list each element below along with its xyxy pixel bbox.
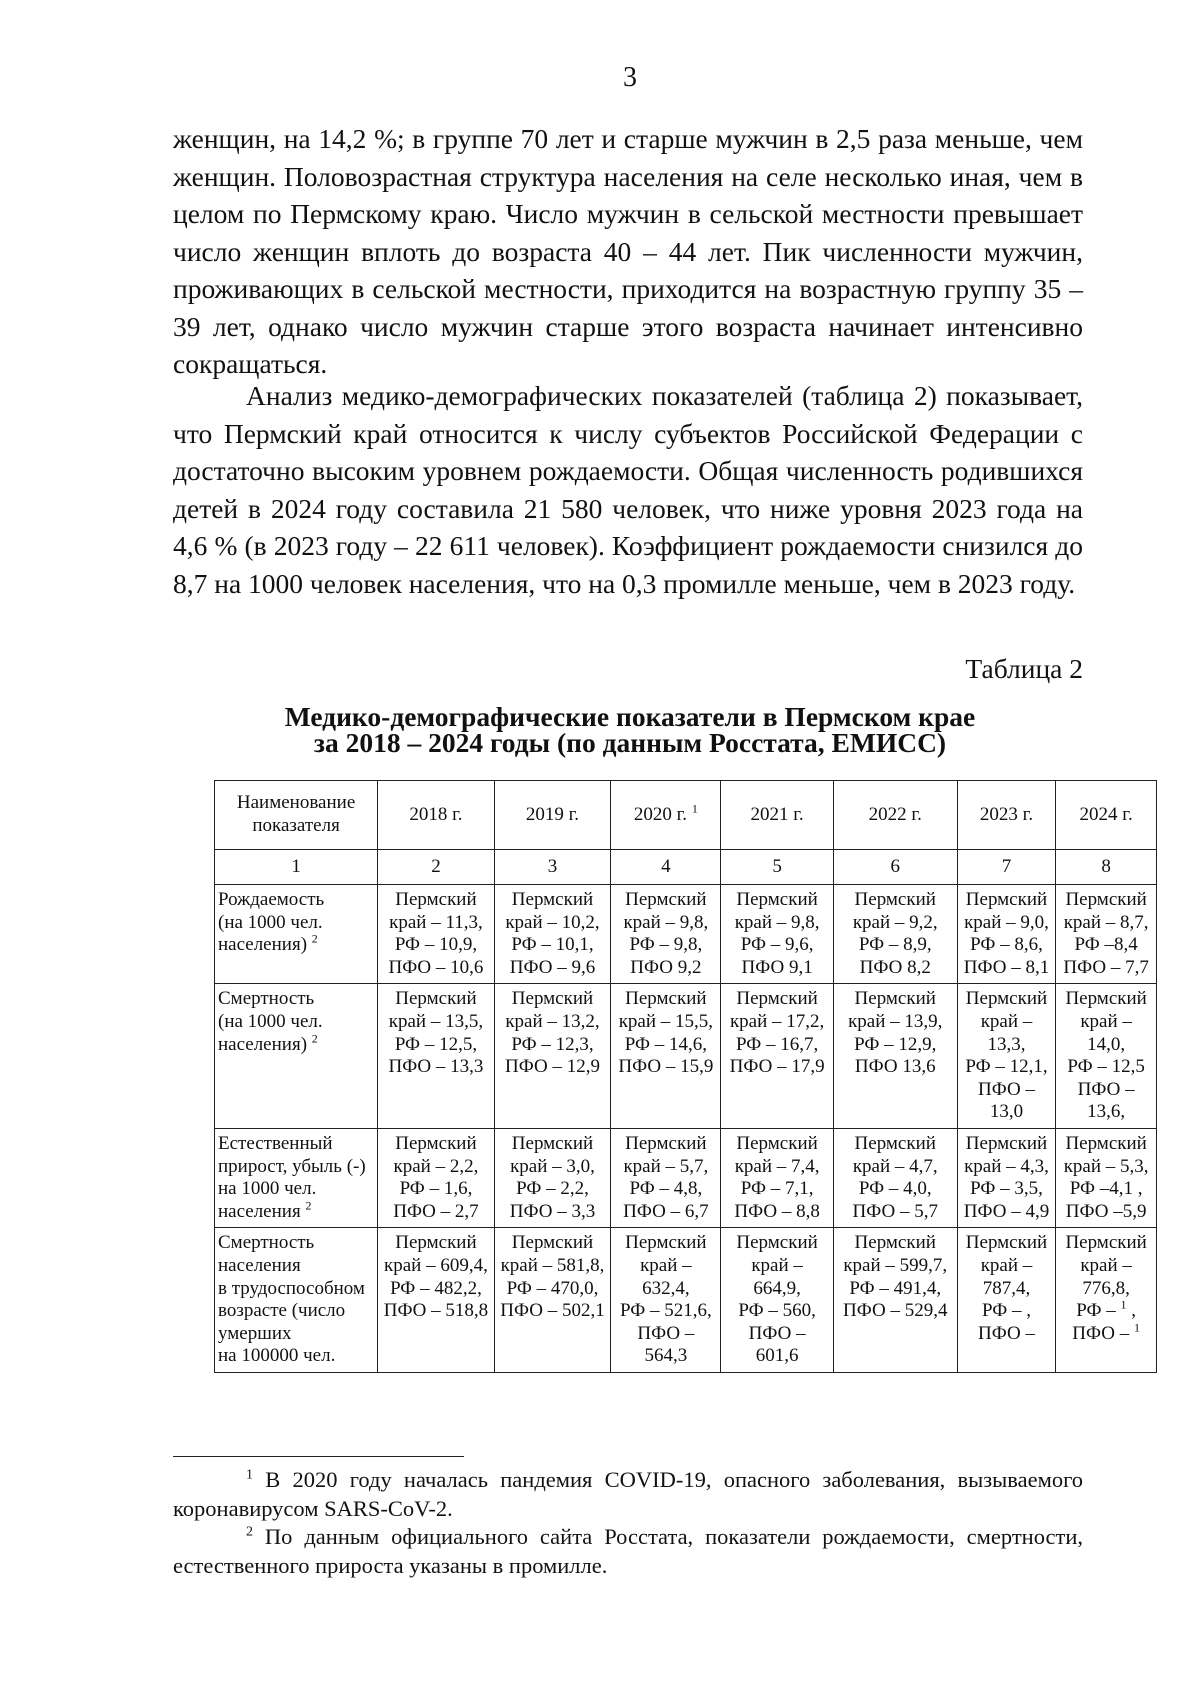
- footnotes: [173, 1466, 1083, 1580]
- column-number: 4: [611, 850, 721, 885]
- value-cell: Пермский край – 9,2, РФ – 8,9, ПФО 8,2: [833, 885, 957, 984]
- page-number: 3: [623, 62, 637, 93]
- footnote-text: По данным официального сайта Росстата, показатели рождаемости, смертности, естественного прироста указаны в промилле.: [173, 1524, 1083, 1578]
- value-cell: Пермский край – 599,7, РФ – 491,4, ПФО – 529,4: [833, 1228, 957, 1373]
- column-number: 1: [215, 850, 378, 885]
- value-cell: Пермский край – 9,8, РФ – 9,6, ПФО 9,1: [721, 885, 833, 984]
- column-number: 7: [957, 850, 1056, 885]
- value-cell: Пермский край – 609,4, РФ – 482,2, ПФО – 518,8: [378, 1228, 495, 1373]
- table-title: [180, 701, 1080, 758]
- footnote-divider: [173, 1456, 464, 1457]
- footnote-mark: 1: [691, 801, 698, 816]
- indicator-cell: Смертность (на 1000 чел. населения) $^2$: [215, 984, 378, 1129]
- value-cell: Пермский край – 787,4, РФ – , ПФО –: [957, 1228, 1056, 1373]
- value-cell: Пермский край – 632,4, РФ – 521,6, ПФО – 564,3: [611, 1228, 721, 1373]
- value-cell: Пермский край – 4,7, РФ – 4,0, ПФО – 5,7: [833, 1128, 957, 1227]
- indicator-cell: Естественный прирост, убыль (-) на 1000 чел. населения $^2$: [215, 1128, 378, 1227]
- value-cell: Пермский край – 581,8, РФ – 470,0, ПФО – 502,1: [494, 1228, 611, 1373]
- value-cell: Пермский край – 7,4, РФ – 7,1, ПФО – 8,8: [721, 1128, 833, 1227]
- value-cell: Пермский край – 13,9, РФ – 12,9, ПФО 13,6: [833, 984, 957, 1129]
- column-number: 5: [721, 850, 833, 885]
- table-caption: Таблица 2: [965, 653, 1083, 684]
- table-title-line: за 2018 – 2024 годы (по данным Росстата, ЕМИСС): [313, 727, 947, 758]
- footnote-text: В 2020 году началась пандемия COVID-19, опасного заболевания, вызываемого коронавирусом SARS-CoV-2.: [173, 1467, 1083, 1521]
- value-cell: Пермский край – 13,5, РФ – 12,5, ПФО – 13,3: [378, 984, 495, 1129]
- value-cell: Пермский край – 9,8, РФ – 9,8, ПФО 9,2: [611, 885, 721, 984]
- header-year: 2023 г.: [957, 781, 1056, 850]
- table-row: [215, 1228, 1157, 1373]
- indicator-cell: Смертность населения в трудоспособном возрасте (число умерших на 100000 чел.: [215, 1228, 378, 1373]
- value-cell: Пермский край – 8,7, РФ –8,4 ПФО – 7,7: [1056, 885, 1157, 984]
- value-cell: Пермский край – 15,5, РФ – 14,6, ПФО – 15,9: [611, 984, 721, 1129]
- table-row: [215, 984, 1157, 1129]
- footnote: [173, 1466, 1083, 1523]
- table-row: [215, 885, 1157, 984]
- value-cell: Пермский край – 14,0, РФ – 12,5 ПФО – 13,6,: [1056, 984, 1157, 1129]
- header-year: 2018 г.: [378, 781, 495, 850]
- table-title-line: Медико-демографические показатели в Пермском крае: [284, 701, 976, 732]
- value-cell: Пермский край – 11,3, РФ – 10,9, ПФО – 10,6: [378, 885, 495, 984]
- value-cell: Пермский край – 13,2, РФ – 12,3, ПФО – 12,9: [494, 984, 611, 1129]
- header-year: 2021 г.: [721, 781, 833, 850]
- header-year: 2024 г.: [1056, 781, 1157, 850]
- footnote-mark: 1: [1133, 1320, 1140, 1335]
- value-cell: Пермский край – 2,2, РФ – 1,6, ПФО – 2,7: [378, 1128, 495, 1227]
- footnote-mark: 1: [246, 1467, 253, 1483]
- header-year: 2022 г.: [833, 781, 957, 850]
- footnote: [173, 1523, 1083, 1580]
- indicator-cell: Рождаемость (на 1000 чел. населения) $^2$: [215, 885, 378, 984]
- value-cell: Пермский край – 10,2, РФ – 10,1, ПФО – 9,6: [494, 885, 611, 984]
- footnote-mark: 2: [311, 931, 318, 946]
- demographic-table: [214, 780, 1157, 1373]
- paragraph: женщин, на 14,2 %; в группе 70 лет и старше мужчин в 2,5 раза меньше, чем женщин. Половозрастная структура населения на селе несколько иная, чем в целом по Пермскому краю. Число мужчин в сельской местности превышает число женщин вплоть до возраста 40 – 44 лет. Пик численности мужчин, проживающих в сельской местности, приходится на возрастную группу 35 – 39 лет, однако число мужчин старше этого возраста начинает интенсивно сокращаться.: [173, 123, 1083, 379]
- value-cell: Пермский край – 5,7, РФ – 4,8, ПФО – 6,7: [611, 1128, 721, 1227]
- header-year: 2019 г.: [494, 781, 611, 850]
- table-header-row: [215, 781, 1157, 850]
- table-row: [215, 1128, 1157, 1227]
- header-year: 2020 г. $^1$: [611, 781, 721, 850]
- value-cell: Пермский край – 13,3, РФ – 12,1, ПФО – 13,0: [957, 984, 1056, 1129]
- value-cell: Пермский край – 9,0, РФ – 8,6, ПФО – 8,1: [957, 885, 1056, 984]
- value-cell: Пермский край – 17,2, РФ – 16,7, ПФО – 17,9: [721, 984, 833, 1129]
- value-cell: Пермский край – 3,0, РФ – 2,2, ПФО – 3,3: [494, 1128, 611, 1227]
- column-number-row: [215, 850, 1157, 885]
- value-cell: Пермский край – 5,3, РФ –4,1 , ПФО –5,9: [1056, 1128, 1157, 1227]
- column-number: 6: [833, 850, 957, 885]
- footnote-mark: 2: [246, 1524, 253, 1540]
- value-cell: Пермский край – 4,3, РФ – 3,5, ПФО – 4,9: [957, 1128, 1056, 1227]
- paragraph: Анализ медико-демографических показателей (таблица 2) показывает, что Пермский край относится к числу субъектов Российской Федерации с достаточно высоким уровнем рождаемости. Общая численность родившихся детей в 2024 году составила 21 580 человек, что ниже уровня 2023 года на 4,6 % (в 2023 году – 22 611 человек). Коэффициент рождаемости снизился до 8,7 на 1000 человек населения, что на 0,3 промилле меньше, чем в 2023 году.: [173, 380, 1083, 599]
- column-number: 2: [378, 850, 495, 885]
- footnote-mark: 1: [1120, 1297, 1127, 1312]
- column-number: 8: [1056, 850, 1157, 885]
- column-number: 3: [494, 850, 611, 885]
- footnote-mark: 2: [305, 1198, 312, 1213]
- value-cell: Пермский край – 776,8, РФ – $^1$ , ПФО – $^1$: [1056, 1228, 1157, 1373]
- value-cell: Пермский край – 664,9, РФ – 560, ПФО – 601,6: [721, 1228, 833, 1373]
- footnote-mark: 2: [311, 1031, 318, 1046]
- header-indicator: Наименование показателя: [215, 781, 378, 850]
